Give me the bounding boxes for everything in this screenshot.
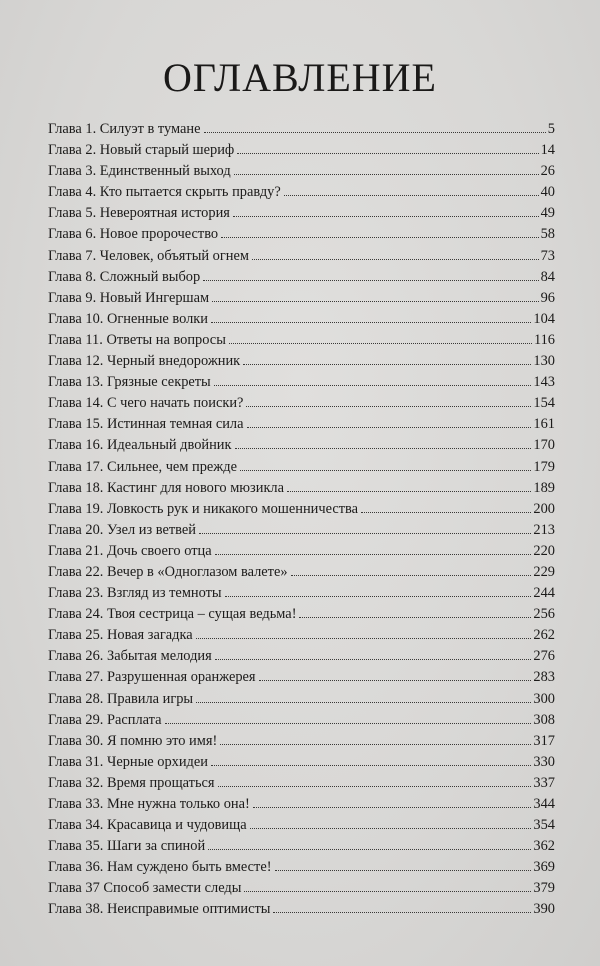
toc-entry-label: Глава 2. Новый старый шериф (48, 142, 235, 159)
dot-leader (199, 533, 531, 534)
toc-entry-page-number: 200 (533, 500, 555, 517)
toc-entry-page-number: 283 (533, 669, 555, 686)
toc-entry-label: Глава 18. Кастинг для нового мюзикла (48, 479, 285, 496)
toc-entry (48, 646, 555, 667)
toc-entry (48, 857, 555, 878)
dot-leader (218, 786, 532, 787)
toc-entry-page-number: 354 (533, 817, 555, 834)
toc-entry-label: Глава 6. Новое пророчество (48, 226, 219, 243)
toc-entry (48, 435, 555, 456)
toc-entry (48, 182, 555, 203)
dot-leader (196, 702, 531, 703)
toc-entry-page-number: 58 (540, 226, 555, 243)
dot-leader (229, 343, 532, 344)
dot-leader (299, 617, 531, 618)
dot-leader (225, 596, 532, 597)
toc-entry (48, 119, 555, 140)
toc-entry-page-number: 256 (533, 606, 555, 623)
dot-leader (212, 301, 539, 302)
table-of-contents (48, 119, 555, 921)
toc-entry (48, 140, 555, 161)
toc-entry-label: Глава 1. Силуэт в тумане (48, 121, 201, 137)
toc-entry-page-number: 73 (540, 247, 555, 264)
toc-entry-label: Глава 36. Нам суждено быть вместе! (48, 859, 272, 876)
toc-entry (48, 604, 555, 625)
toc-entry-page-number: 189 (533, 479, 555, 496)
dot-leader (233, 216, 539, 217)
toc-entry-label: Глава 19. Ловкость рук и никакого мошенничества (48, 500, 358, 517)
toc-entry-page-number: 116 (533, 331, 555, 348)
toc-entry-page-number: 317 (533, 732, 555, 749)
dot-leader (196, 638, 532, 639)
toc-entry (48, 836, 555, 857)
toc-entry-label: Глава 14. С чего начать поиски? (48, 395, 244, 412)
toc-entry-label: Глава 8. Сложный выбор (48, 268, 201, 285)
toc-entry-page-number: 143 (533, 374, 555, 391)
toc-entry-label: Глава 23. Взгляд из темноты (48, 585, 222, 602)
toc-entry-page-number: 362 (533, 838, 555, 855)
toc-entry (48, 330, 555, 351)
toc-entry-page-number: 161 (533, 416, 555, 433)
toc-entry-label: Глава 4. Кто пытается скрыть правду? (48, 184, 281, 201)
dot-leader (275, 870, 532, 871)
toc-entry-label: Глава 28. Правила игры (48, 690, 194, 707)
toc-entry-page-number: 154 (533, 395, 555, 412)
toc-entry-page-number: 244 (533, 585, 555, 602)
toc-entry-page-number: 308 (533, 711, 555, 728)
toc-entry (48, 794, 555, 815)
toc-entry-page-number: 14 (540, 142, 555, 159)
toc-entry (48, 309, 555, 330)
toc-entry-page-number: 179 (533, 458, 555, 475)
toc-entry (48, 583, 555, 604)
toc-entry-label: Глава 16. Идеальный двойник (48, 437, 232, 454)
dot-leader (211, 765, 531, 766)
dot-leader (208, 849, 531, 850)
toc-entry-page-number: 84 (540, 268, 555, 285)
dot-leader (234, 174, 539, 175)
toc-entry-label: Глава 35. Шаги за спиной (48, 838, 206, 855)
dot-leader (243, 364, 531, 365)
toc-entry (48, 667, 555, 688)
toc-entry (48, 203, 555, 224)
toc-entry-page-number: 130 (533, 353, 555, 370)
dot-leader (215, 554, 532, 555)
dot-leader (221, 237, 539, 238)
dot-leader (211, 322, 531, 323)
toc-entry-page-number: 300 (533, 690, 555, 707)
dot-leader (246, 406, 531, 407)
toc-entry-page-number: 337 (533, 774, 555, 791)
toc-entry-page-number: 220 (533, 542, 555, 559)
toc-entry-label: Глава 32. Время прощаться (48, 774, 215, 791)
dot-leader (273, 912, 531, 913)
toc-entry (48, 520, 555, 541)
toc-entry-page-number: 5 (547, 121, 555, 137)
dot-leader (203, 280, 538, 281)
dot-leader (237, 153, 538, 154)
toc-entry-label: Глава 11. Ответы на вопросы (48, 331, 226, 348)
toc-entry-page-number: 49 (540, 205, 555, 222)
toc-entry-label: Глава 22. Вечер в «Одноглазом валете» (48, 563, 288, 580)
toc-entry-page-number: 213 (533, 521, 555, 538)
dot-leader (240, 470, 531, 471)
toc-entry-label: Глава 25. Новая загадка (48, 627, 193, 644)
dot-leader (244, 891, 531, 892)
toc-entry (48, 499, 555, 520)
dot-leader (361, 512, 531, 513)
toc-entry (48, 689, 555, 710)
toc-entry-page-number: 379 (533, 880, 555, 897)
toc-entry (48, 161, 555, 182)
toc-entry-label: Глава 30. Я помню это имя! (48, 732, 218, 749)
toc-entry (48, 351, 555, 372)
dot-leader (214, 385, 532, 386)
toc-entry-label: Глава 3. Единственный выход (48, 163, 231, 180)
toc-entry-label: Глава 9. Новый Ингершам (48, 289, 210, 306)
toc-entry-page-number: 104 (533, 310, 555, 327)
toc-entry (48, 878, 555, 899)
toc-entry (48, 899, 555, 920)
dot-leader (215, 659, 532, 660)
toc-entry (48, 372, 555, 393)
toc-entry-label: Глава 37 Способ замести следы (48, 880, 242, 897)
dot-leader (284, 195, 539, 196)
toc-entry (48, 710, 555, 731)
toc-entry-label: Глава 31. Черные орхидеи (48, 753, 208, 770)
toc-entry-page-number: 276 (533, 648, 555, 665)
toc-entry-label: Глава 17. Сильнее, чем прежде (48, 458, 237, 475)
toc-entry-label: Глава 24. Твоя сестрица – сущая ведьма! (48, 606, 297, 623)
toc-entry (48, 625, 555, 646)
toc-entry (48, 562, 555, 583)
toc-entry-label: Глава 20. Узел из ветвей (48, 521, 196, 538)
toc-entry-label: Глава 13. Грязные секреты (48, 374, 211, 391)
toc-entry (48, 773, 555, 794)
toc-entry-label: Глава 5. Невероятная история (48, 205, 230, 222)
toc-entry-label: Глава 27. Разрушенная оранжерея (48, 669, 256, 686)
toc-entry-page-number: 344 (533, 796, 555, 812)
dot-leader (204, 132, 546, 133)
toc-entry-label: Глава 21. Дочь своего отца (48, 542, 212, 559)
toc-entry-page-number: 96 (540, 289, 555, 306)
toc-entry-label: Глава 7. Человек, объятый огнем (48, 247, 249, 264)
dot-leader (287, 491, 531, 492)
toc-entry-label: Глава 15. Истинная темная сила (48, 416, 244, 433)
dot-leader (253, 807, 532, 808)
dot-leader (247, 427, 532, 428)
toc-entry (48, 224, 555, 245)
toc-entry-page-number: 369 (533, 859, 555, 876)
toc-entry-page-number: 262 (533, 627, 555, 644)
toc-entry-page-number: 390 (533, 901, 555, 918)
dot-leader (259, 680, 532, 681)
toc-entry-label: Глава 29. Расплата (48, 711, 162, 728)
toc-entry-label: Глава 33. Мне нужна только она! (48, 796, 250, 812)
dot-leader (252, 259, 539, 260)
dot-leader (235, 448, 532, 449)
toc-entry-page-number: 330 (533, 753, 555, 770)
dot-leader (250, 828, 532, 829)
toc-entry (48, 393, 555, 414)
toc-entry (48, 731, 555, 752)
toc-entry-label: Глава 26. Забытая мелодия (48, 648, 212, 665)
toc-entry (48, 288, 555, 309)
toc-entry (48, 478, 555, 499)
toc-entry (48, 457, 555, 478)
dot-leader (291, 575, 532, 576)
page-title: ОГЛАВЛЕНИЕ (163, 55, 437, 100)
toc-entry-label: Глава 12. Черный внедорожник (48, 353, 241, 370)
toc-entry-page-number: 229 (533, 563, 555, 580)
toc-entry-label: Глава 38. Неисправимые оптимисты (48, 901, 271, 918)
toc-entry (48, 815, 555, 836)
toc-entry (48, 414, 555, 435)
toc-entry (48, 246, 555, 267)
dot-leader (220, 744, 531, 745)
toc-entry-label: Глава 10. Огненные волки (48, 310, 208, 327)
toc-entry-page-number: 26 (540, 163, 555, 180)
dot-leader (165, 723, 532, 724)
toc-entry (48, 541, 555, 562)
toc-entry-label: Глава 34. Красавица и чудовища (48, 817, 247, 834)
toc-entry (48, 267, 555, 288)
toc-entry (48, 752, 555, 773)
toc-entry-page-number: 40 (540, 184, 555, 201)
toc-entry-page-number: 170 (533, 437, 555, 454)
